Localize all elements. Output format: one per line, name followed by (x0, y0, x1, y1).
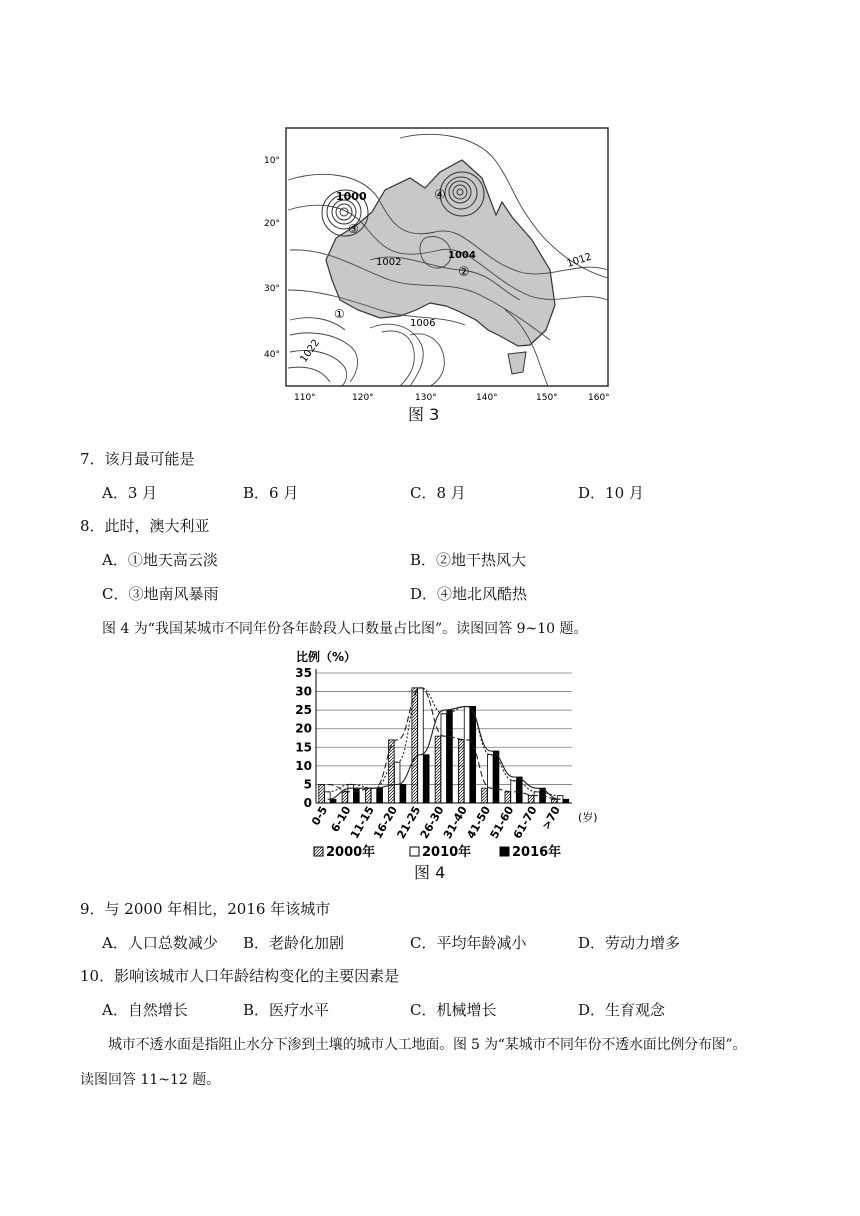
point-label-3: ③ (348, 222, 359, 236)
chart-x-tick-label: 26-30 (417, 804, 447, 841)
point-label-2: ② (458, 265, 470, 280)
question-10-stem: 10．影响该城市人口年龄结构变化的主要因素是 (80, 967, 400, 985)
chart-x-tick-label: >70 (539, 804, 563, 832)
intro-figure-5-line-2: 读图回答 11~12 题。 (80, 1072, 221, 1088)
chart-bar-2016年 (377, 788, 383, 803)
lon-label-150: 150° (536, 393, 558, 403)
chart-y-tick-label: 5 (303, 777, 312, 792)
chart-bar-2000年 (482, 788, 488, 803)
chart-x-tick-label: 6-10 (328, 804, 354, 835)
isobar-label-1006: 1006 (410, 318, 436, 329)
legend-swatch-2010 (410, 847, 419, 856)
question-8-stem: 8．此时，澳大利亚 (80, 517, 210, 535)
point-label-1: ① (334, 307, 345, 321)
chart-bar-2010年 (394, 762, 400, 803)
q8-option-a[interactable]: A．①地天高云淡 (102, 551, 218, 569)
q8-option-b[interactable]: B．②地干热风大 (410, 551, 527, 569)
lon-label-110: 110° (294, 393, 316, 403)
chart-x-unit: (岁) (578, 811, 598, 824)
chart-x-tick-label: 31-40 (441, 804, 470, 841)
chart-legend (314, 844, 561, 860)
chart-y-title: 比例（%） (296, 650, 357, 664)
intro-figure-4: 图 4 为“我国某城市不同年份各年龄段人口数量占比图”。读图回答 9~10 题。 (102, 621, 588, 637)
lon-label-120: 120° (352, 393, 374, 403)
lon-label-160: 160° (588, 393, 610, 403)
chart-bar-2016年 (447, 710, 453, 803)
legend-swatch-2016 (500, 847, 509, 856)
figure-3-caption: 图 3 (408, 405, 440, 424)
chart-y-tick-label: 30 (295, 684, 312, 699)
lat-label-30: 30° (264, 284, 280, 294)
chart-y-tick-label: 20 (295, 721, 312, 736)
chart-bar-2000年 (552, 799, 558, 803)
legend-label-2010: 2010年 (422, 845, 472, 860)
legend-label-2016: 2016年 (512, 845, 562, 860)
chart-bar-2000年 (528, 796, 534, 803)
chart-bar-2016年 (563, 799, 569, 803)
lat-label-10: 10° (264, 156, 280, 166)
isobar-label-1002: 1002 (376, 257, 402, 268)
chart-bar-2016年 (354, 788, 360, 803)
question-7-stem: 7．该月最可能是 (80, 450, 195, 468)
question-9-stem: 9．与 2000 年相比，2016 年该城市 (80, 900, 331, 918)
tasmania-landmass (508, 352, 526, 374)
chart-bar-2000年 (458, 740, 464, 803)
chart-bar-2000年 (505, 792, 511, 803)
chart-bar-2016年 (400, 784, 406, 803)
chart-bar-2000年 (365, 788, 371, 803)
chart-bar-2016年 (470, 706, 476, 803)
lat-label-20: 20° (264, 219, 280, 229)
chart-bar-2000年 (435, 736, 441, 803)
q7-option-a[interactable]: A．3 月 (102, 484, 158, 502)
isobar-label-1004: 1004 (448, 250, 476, 261)
chart-bar-2010年 (464, 706, 470, 803)
q10-option-a[interactable]: A．自然增长 (102, 1001, 188, 1019)
chart-x-tick-label: 51-60 (487, 804, 517, 841)
chart-bar-2010年 (488, 755, 494, 803)
q9-option-d[interactable]: D．劳动力增多 (578, 934, 681, 952)
chart-y-tick-label: 0 (303, 796, 312, 810)
chart-bar-2016年 (330, 799, 336, 803)
isobar-label-1012: 1012 (565, 251, 594, 270)
lon-label-140: 140° (476, 393, 498, 403)
chart-y-tick-label: 15 (295, 740, 312, 755)
q7-option-b[interactable]: B．6 月 (243, 484, 299, 502)
chart-x-tick-label: 16-20 (371, 804, 401, 841)
chart-bar-2016年 (517, 777, 523, 803)
chart-bar-2010年 (441, 714, 447, 803)
chart-bar-2000年 (342, 792, 348, 803)
point-label-4: ④ (434, 188, 446, 203)
chart-bar-2016年 (424, 755, 430, 803)
chart-bar-2016年 (493, 751, 499, 803)
chart-bar-2000年 (319, 784, 325, 803)
chart-x-tick-label: 21-25 (394, 804, 424, 841)
chart-x-tick-label: 61-70 (510, 804, 540, 841)
chart-bar-2010年 (418, 688, 424, 803)
figure-4-caption: 图 4 (414, 863, 446, 882)
q9-option-c[interactable]: C．平均年龄减小 (410, 934, 527, 952)
chart-x-tick-label: 0-5 (309, 804, 331, 828)
chart-x-tick-label: 11-15 (347, 804, 377, 841)
q8-option-c[interactable]: C．③地南风暴雨 (102, 585, 219, 603)
chart-bar-2010年 (325, 792, 331, 803)
chart-bar-2010年 (348, 784, 354, 803)
q9-option-b[interactable]: B．老龄化加剧 (243, 934, 345, 952)
q7-option-d[interactable]: D．10 月 (578, 484, 644, 502)
chart-y-tick-label: 10 (295, 758, 312, 773)
chart-y-tick-label: 25 (295, 703, 312, 718)
legend-label-2000: 2000年 (326, 845, 376, 860)
isobar-label-1000: 1000 (336, 190, 367, 203)
chart-bar-2010年 (371, 788, 377, 803)
q10-option-c[interactable]: C．机械增长 (410, 1001, 497, 1019)
q7-option-c[interactable]: C．8 月 (410, 484, 466, 502)
q10-option-b[interactable]: B．医疗水平 (243, 1001, 330, 1019)
lat-label-40: 40° (264, 350, 280, 360)
intro-figure-5-line-1: 城市不透水面是指阻止水分下渗到土壤的城市人工地面。图 5 为“某城市不同年份不透水面比例分布图”。 (108, 1037, 747, 1053)
isobar-label-1022: 1022 (298, 337, 323, 365)
legend-swatch-2000 (314, 847, 323, 856)
q9-option-a[interactable]: A．人口总数减少 (102, 934, 218, 952)
q8-option-d[interactable]: D．④地北风酷热 (410, 585, 528, 603)
chart-bar-2010年 (534, 792, 540, 803)
chart-y-tick-label: 35 (295, 666, 312, 680)
figure-4-bar-chart (290, 645, 610, 867)
chart-x-tick-label: 41-50 (464, 804, 494, 841)
figure-3-map (250, 120, 620, 430)
q10-option-d[interactable]: D．生育观念 (578, 1001, 666, 1019)
lon-label-130: 130° (415, 393, 437, 403)
